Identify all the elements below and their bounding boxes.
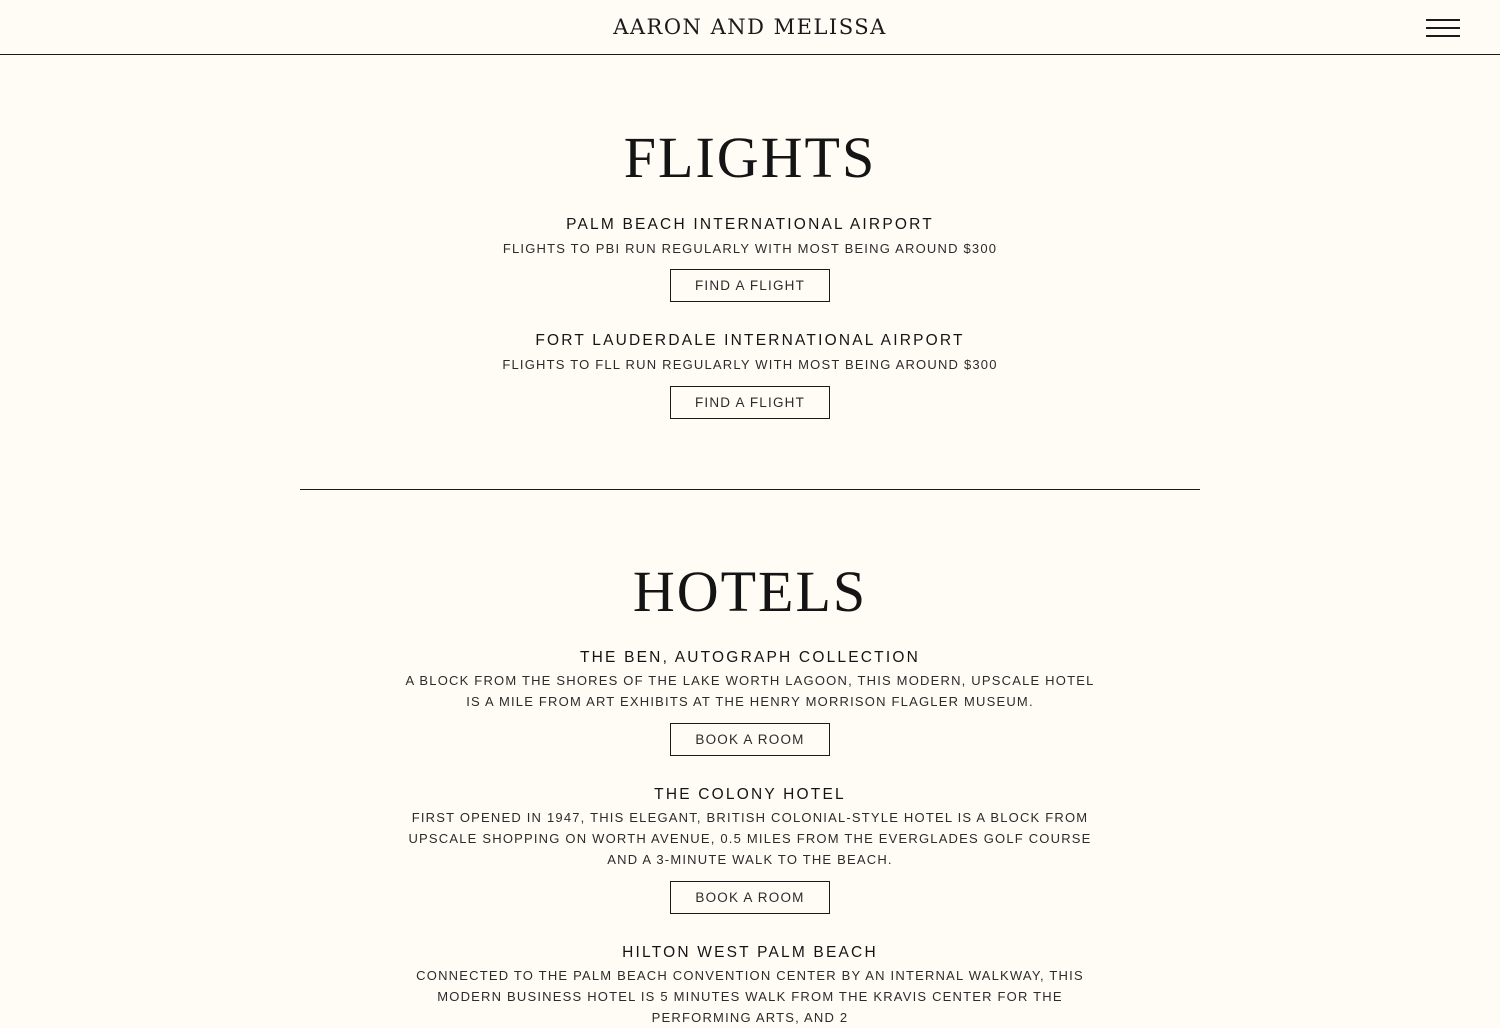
hotel-name: THE COLONY HOTEL [654, 786, 846, 803]
menu-line [1426, 27, 1460, 29]
site-logo[interactable]: AARON AND MELISSA [613, 15, 887, 39]
hotels-title: HOTELS [632, 559, 868, 624]
find-flight-button[interactable]: FIND A FLIGHT [670, 386, 830, 419]
find-flight-button[interactable]: FIND A FLIGHT [670, 269, 830, 302]
section-divider [300, 489, 1200, 490]
hotel-description: CONNECTED TO THE PALM BEACH CONVENTION CENTER BY AN INTERNAL WALKWAY, THIS MODERN BUSINESS HOTEL IS 5 MINUTES WALK FROM THE KRAVIS CENTER FOR THE PERFORMING ARTS, AND 2 [416, 968, 1084, 1025]
hotel-name: HILTON WEST PALM BEACH [622, 944, 878, 961]
hotel-description: FIRST OPENED IN 1947, THIS ELEGANT, BRITISH COLONIAL-STYLE HOTEL IS A BLOCK FROM UPSCALE SHOPPING ON WORTH AVENUE, 0.5 MILES FROM THE EVERGLADES GOLF COURSE AND A 3-MINUTE WALK TO THE BEACH. [408, 810, 1092, 867]
hotel-name: THE BEN, AUTOGRAPH COLLECTION [580, 649, 920, 666]
hamburger-menu-icon[interactable] [1424, 17, 1462, 41]
flights-title: FLIGHTS [623, 125, 877, 190]
airport-description: FLIGHTS TO FLL RUN REGULARLY WITH MOST BEING AROUND $300 [502, 357, 998, 372]
hotel-description: A BLOCK FROM THE SHORES OF THE LAKE WORTH LAGOON, THIS MODERN, UPSCALE HOTEL IS A MILE FROM ART EXHIBITS AT THE HENRY MORRISON FLAGLER MUSEUM. [405, 673, 1095, 709]
book-room-button[interactable]: BOOK A ROOM [670, 723, 830, 756]
airport-name: FORT LAUDERDALE INTERNATIONAL AIRPORT [535, 332, 965, 349]
airport-description: FLIGHTS TO PBI RUN REGULARLY WITH MOST BEING AROUND $300 [502, 241, 998, 256]
menu-line [1426, 35, 1460, 37]
airport-name: PALM BEACH INTERNATIONAL AIRPORT [566, 216, 934, 233]
menu-line [1426, 19, 1460, 21]
site-header [0, 0, 1500, 55]
book-room-button[interactable]: BOOK A ROOM [670, 881, 830, 914]
